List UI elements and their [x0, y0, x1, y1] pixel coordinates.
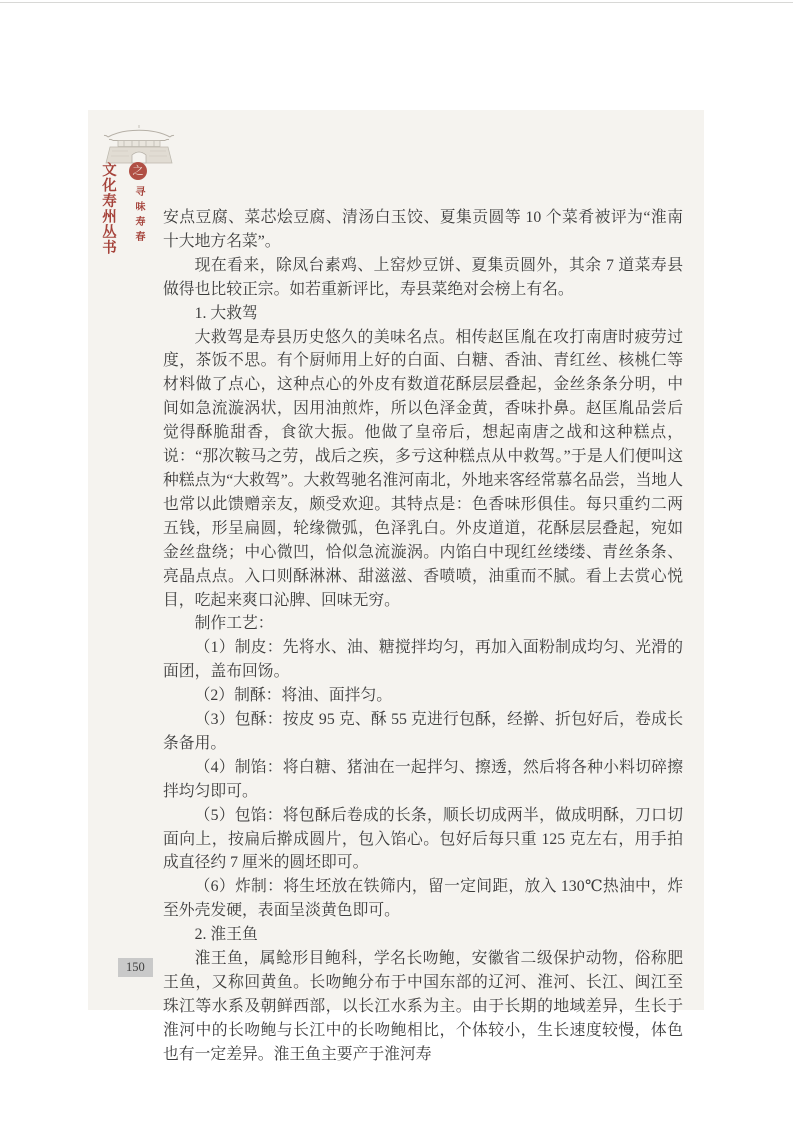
- volume-title: 寻味寿春: [133, 186, 144, 246]
- book-page: [88, 110, 704, 1063]
- paragraph: 大救驾是寿县历史悠久的美味名点。相传赵匡胤在攻打南唐时疲劳过度，茶饭不思。有个厨师用上好的白面、白糖、香油、青红丝、核桃仁等材料做了点心，这种点心的外皮有数道花酥层层叠起，金丝条条分明，中间如急流漩涡状，因用油煎炸，所以色泽金黄，香味扑鼻。赵匡胤品尝后觉得酥脆甜香，食欲大振。他做了皇帝后，想起南唐之战和这种糕点，说：“那次鞍马之劳，战后之疾，多亏这种糕点从中救驾。”于是人们便叫这种糕点为“大救驾”。大救驾驰名淮河南北，外地来客经常慕名品尝，当地人也常以此馈赠亲友，颇受欢迎。其特点是：色香味形俱佳。每只重约二两五钱，形呈扁圆，轮缘微弧，色泽乳白。外皮道道，花酥层层叠起，宛如金丝盘绕；中心微凹，恰似急流漩涡。内馅白中现红丝缕缕、青丝条条、亮晶点点。入口则酥淋淋、甜滋滋、香喷喷，油重而不腻。看上去赏心悦目，吃起来爽口沁脾、回味无穷。: [163, 328, 683, 609]
- paragraph: 安点豆腐、菜芯烩豆腐、清汤白玉饺、夏集贡圆等 10 个菜肴被评为“淮南十大地方名菜”。: [163, 209, 683, 250]
- paragraph: 2. 淮王鱼: [194, 926, 258, 944]
- paragraph: （5）包馅：将包酥后卷成的长条，顺长切成两半，做成明酥，刀口切面向上，按扁后擀成圆片，包入馅心。包好后每只重 125 克左右，用手拍成直径约 7 厘米的圆坯即可。: [163, 806, 683, 872]
- page-number: [118, 958, 153, 977]
- paragraph: （1）制皮：先将水、油、糖搅拌均匀，再加入面粉制成均匀、光滑的面团，盖布回饧。: [163, 639, 683, 681]
- seal-character: 之: [132, 165, 144, 177]
- paragraph: （4）制馅：将白糖、猪油在一起拌匀、擦透，然后将各种小料切碎擦拌均匀即可。: [163, 758, 683, 800]
- paragraph: （3）包酥：按皮 95 克、酥 55 克进行包酥，经擀、折包好后，卷成长条备用。: [163, 711, 683, 752]
- seal-icon: [129, 162, 147, 180]
- paragraph: 制作工艺：: [194, 615, 274, 633]
- paragraph: 现在看来，除凤台素鸡、上窑炒豆饼、夏集贡圆外，其余 7 道菜寿县做得也比较正宗。如若重新评比，寿县菜绝对会榜上有名。: [163, 256, 683, 298]
- body-text: [163, 206, 683, 1067]
- page-number-label: 150: [126, 960, 145, 974]
- paragraph: 1. 大救驾: [194, 304, 258, 322]
- paragraph: 淮王鱼，属鲶形目鲍科，学名长吻鲍，安徽省二级保护动物，俗称肥王鱼，又称回黄鱼。长吻鲍分布于中国东部的辽河、淮河、长江、闽江至珠江等水系及朝鲜西部，以长江水系为主。由于长期的地域差异，生长于淮河中的长吻鲍与长江中的长吻鲍相比，个体较小，生长速度较慢，体色也有一定差异。淮王鱼主要产于淮河寿: [163, 950, 683, 1063]
- series-title: 文化寿州丛书: [100, 162, 116, 255]
- paragraph: （2）制酥：将油、面拌匀。: [194, 687, 393, 705]
- scan-edge-line: [0, 2, 793, 3]
- paragraph: （6）炸制：将生坯放在铁筛内，留一定间距，放入 130℃热油中，炸至外壳发硬，表面呈淡黄色即可。: [163, 878, 683, 920]
- city-gate-icon: [102, 124, 176, 164]
